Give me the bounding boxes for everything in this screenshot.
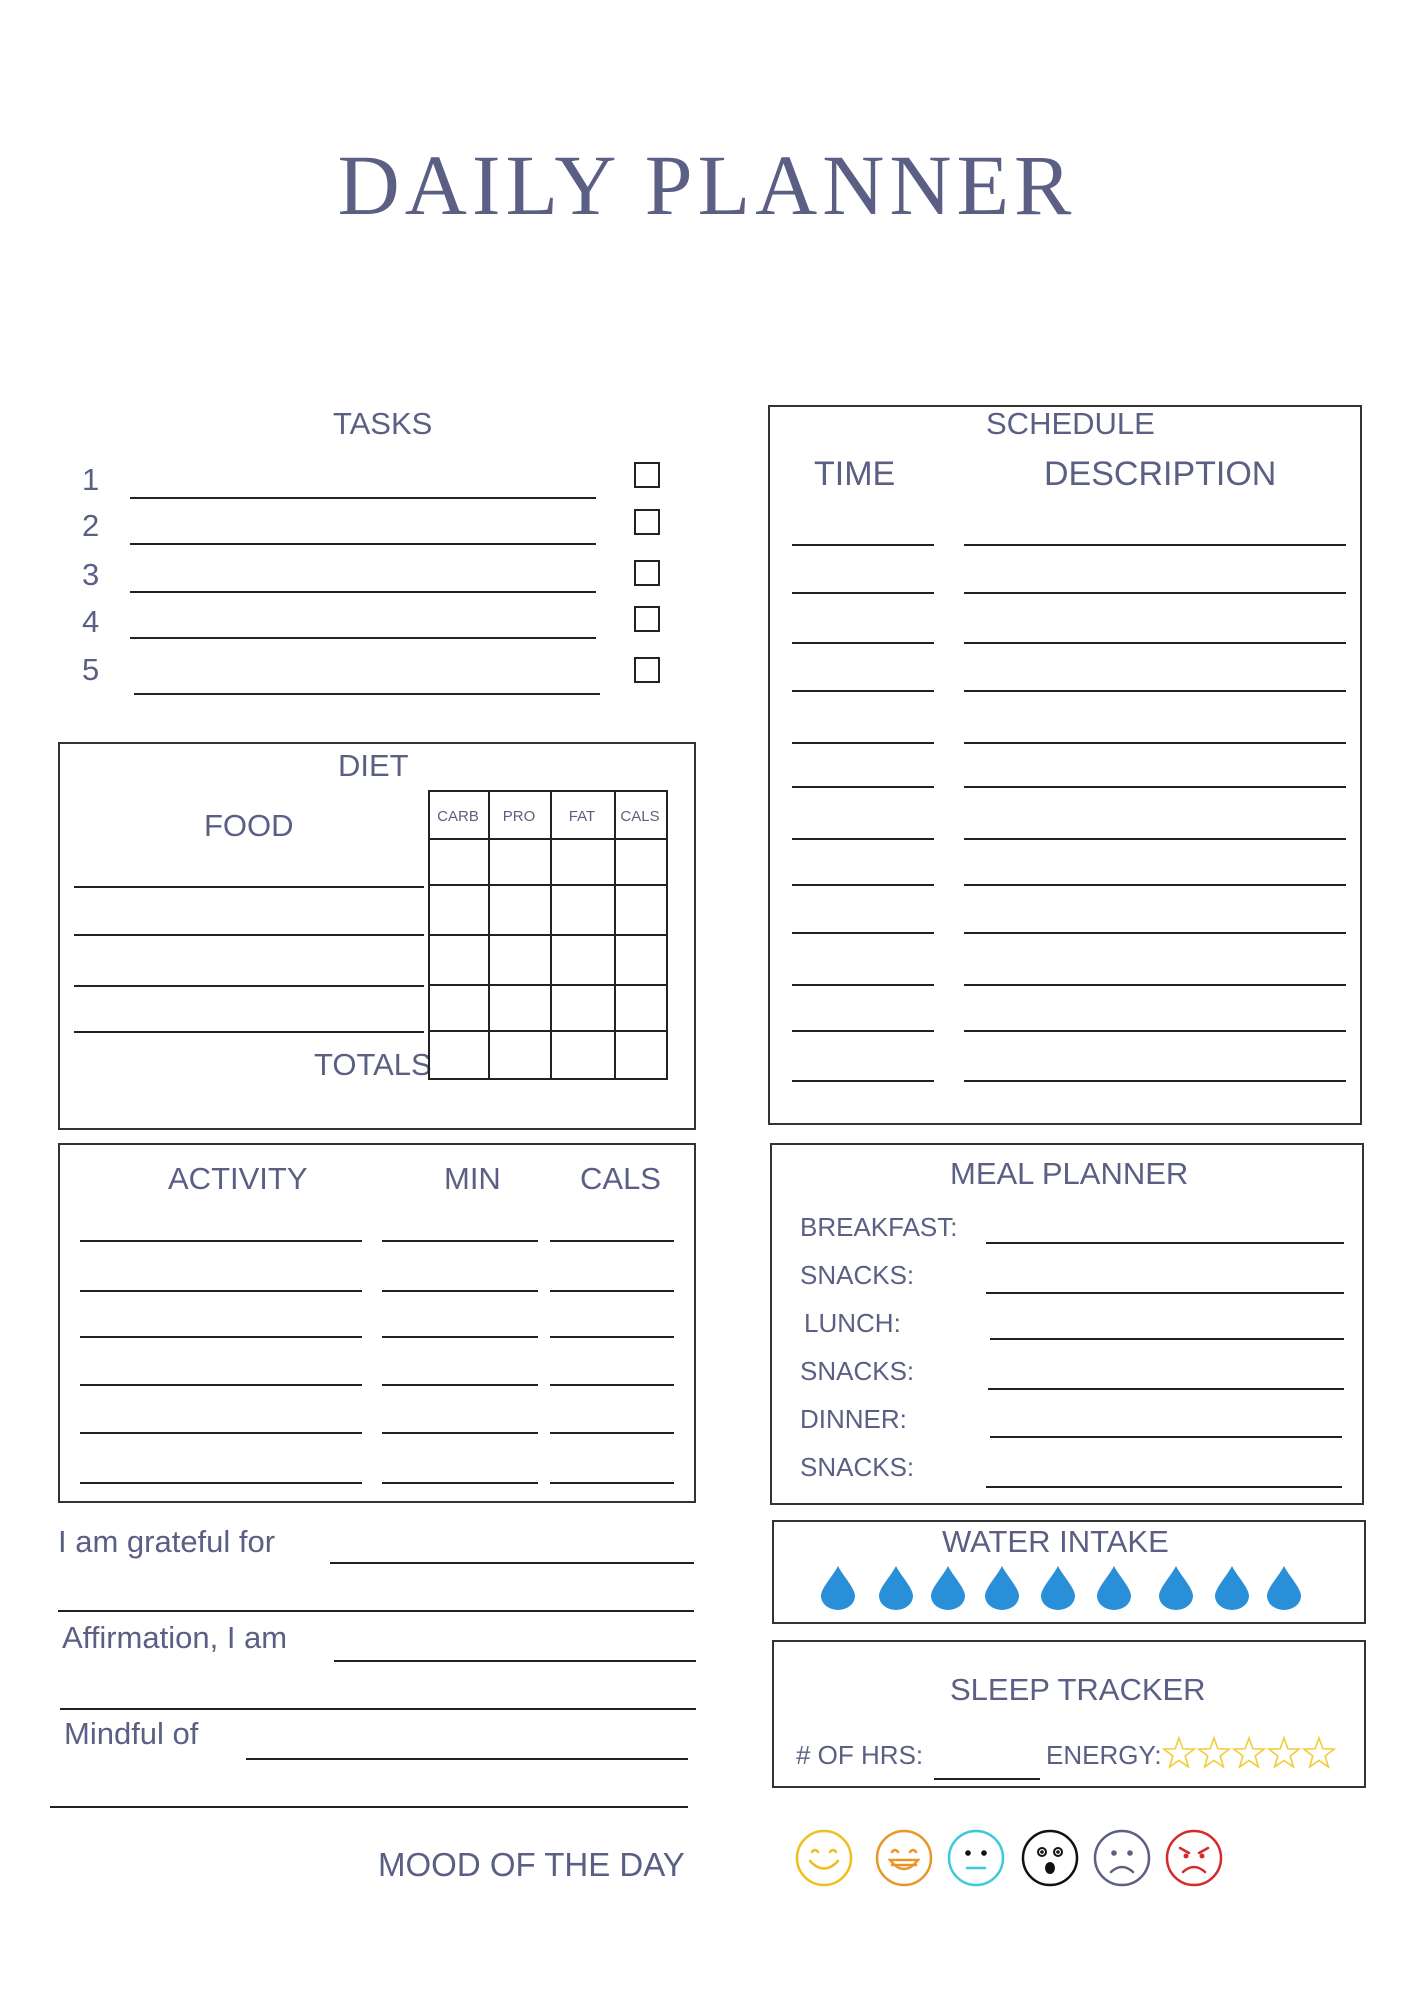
activity-line[interactable] — [80, 1336, 362, 1338]
schedule-time-line[interactable] — [792, 742, 934, 744]
schedule-time-line[interactable] — [792, 838, 934, 840]
schedule-time-label: TIME — [814, 455, 896, 493]
schedule-description-line[interactable] — [964, 544, 1346, 546]
water-drop-icon[interactable] — [985, 1566, 1019, 1610]
energy-star-icon[interactable] — [1267, 1736, 1301, 1770]
task-checkbox[interactable] — [634, 657, 660, 683]
activity-label: ACTIVITY — [168, 1161, 308, 1196]
meal-line[interactable] — [990, 1436, 1342, 1438]
task-number: 1 — [82, 462, 100, 497]
tasks-heading: TASKS — [333, 406, 433, 441]
sad-face-icon[interactable] — [1092, 1828, 1152, 1888]
sleep-hours-line[interactable] — [934, 1778, 1040, 1780]
task-number: 2 — [82, 508, 100, 543]
schedule-description-line[interactable] — [964, 932, 1346, 934]
task-line[interactable] — [130, 543, 596, 545]
grateful-line[interactable] — [330, 1562, 694, 1564]
activity-line[interactable] — [80, 1240, 362, 1242]
energy-star-icon[interactable] — [1302, 1736, 1336, 1770]
food-line[interactable] — [74, 985, 424, 987]
activity-min-line[interactable] — [382, 1482, 538, 1484]
activity-min-label: MIN — [444, 1161, 501, 1196]
meal-line[interactable] — [986, 1486, 1342, 1488]
grin-face-icon[interactable] — [874, 1828, 934, 1888]
meal-planner-heading: MEAL PLANNER — [950, 1156, 1189, 1191]
activity-min-line[interactable] — [382, 1432, 538, 1434]
task-number: 3 — [82, 557, 100, 592]
schedule-description-line[interactable] — [964, 592, 1346, 594]
activity-line[interactable] — [80, 1384, 362, 1386]
energy-star-icon[interactable] — [1197, 1736, 1231, 1770]
grid-header-fat: FAT — [568, 808, 596, 825]
water-drop-icon[interactable] — [879, 1566, 913, 1610]
task-checkbox[interactable] — [634, 606, 660, 632]
energy-star-icon[interactable] — [1162, 1736, 1196, 1770]
meal-lunch-label: LUNCH: — [804, 1308, 901, 1338]
task-checkbox[interactable] — [634, 560, 660, 586]
schedule-time-line[interactable] — [792, 544, 934, 546]
energy-star-icon[interactable] — [1232, 1736, 1266, 1770]
schedule-time-line[interactable] — [792, 592, 934, 594]
water-drop-icon[interactable] — [1215, 1566, 1249, 1610]
schedule-description-line[interactable] — [964, 884, 1346, 886]
task-line[interactable] — [130, 637, 596, 639]
meal-line[interactable] — [990, 1338, 1344, 1340]
water-drop-icon[interactable] — [1041, 1566, 1075, 1610]
schedule-time-line[interactable] — [792, 642, 934, 644]
diet-totals-label: TOTALS — [314, 1047, 432, 1082]
task-line[interactable] — [130, 591, 596, 593]
grateful-label: I am grateful for — [58, 1524, 276, 1559]
grid-header-cals: CALS — [620, 808, 660, 825]
mindful-line[interactable] — [50, 1806, 688, 1808]
mood-heading: MOOD OF THE DAY — [378, 1846, 685, 1883]
task-line[interactable] — [134, 693, 600, 695]
schedule-description-line[interactable] — [964, 642, 1346, 644]
activity-cals-line[interactable] — [550, 1240, 674, 1242]
sleep-hours-label: # OF HRS: — [796, 1740, 924, 1770]
schedule-description-line[interactable] — [964, 1080, 1346, 1082]
task-checkbox[interactable] — [634, 462, 660, 488]
food-line[interactable] — [74, 934, 424, 936]
schedule-description-line[interactable] — [964, 742, 1346, 744]
schedule-time-line[interactable] — [792, 932, 934, 934]
sleep-energy-label: ENERGY: — [1046, 1740, 1162, 1770]
schedule-description-line[interactable] — [964, 786, 1346, 788]
task-line[interactable] — [130, 497, 596, 499]
water-drop-icon[interactable] — [931, 1566, 965, 1610]
meal-dinner-label: DINNER: — [800, 1404, 907, 1434]
task-number: 4 — [82, 604, 100, 639]
water-drop-icon[interactable] — [1267, 1566, 1301, 1610]
activity-cals-line[interactable] — [550, 1384, 674, 1386]
grid-header-pro: PRO — [502, 808, 536, 825]
schedule-description-line[interactable] — [964, 984, 1346, 986]
diet-food-label: FOOD — [204, 808, 294, 843]
meal-snacks-label: SNACKS: — [800, 1452, 915, 1482]
mindful-label: Mindful of — [64, 1716, 199, 1751]
surprised-face-icon[interactable] — [1020, 1828, 1080, 1888]
mindful-line[interactable] — [246, 1758, 688, 1760]
activity-cals-line[interactable] — [550, 1336, 674, 1338]
page-title: DAILY PLANNER — [337, 137, 1077, 233]
schedule-description-line[interactable] — [964, 1030, 1346, 1032]
grid-header-carb: CARB — [437, 808, 479, 825]
affirmation-line[interactable] — [334, 1660, 696, 1662]
schedule-time-line[interactable] — [792, 786, 934, 788]
activity-cals-line[interactable] — [550, 1290, 674, 1292]
activity-min-line[interactable] — [382, 1336, 538, 1338]
task-checkbox[interactable] — [634, 509, 660, 535]
macro-grid — [428, 790, 668, 1080]
schedule-panel — [768, 405, 1362, 1125]
meal-line[interactable] — [988, 1388, 1344, 1390]
meal-snacks-label: SNACKS: — [800, 1260, 915, 1290]
activity-panel — [58, 1143, 696, 1503]
schedule-description-line[interactable] — [964, 838, 1346, 840]
meal-breakfast-label: BREAKFAST: — [800, 1212, 958, 1242]
neutral-face-icon[interactable] — [946, 1828, 1006, 1888]
schedule-time-line[interactable] — [792, 1030, 934, 1032]
meal-line[interactable] — [986, 1292, 1344, 1294]
affirmation-line[interactable] — [60, 1708, 696, 1710]
water-drop-icon[interactable] — [1159, 1566, 1193, 1610]
water-drop-icon[interactable] — [1097, 1566, 1131, 1610]
food-line[interactable] — [74, 1031, 424, 1033]
meal-line[interactable] — [986, 1242, 1344, 1244]
schedule-description-line[interactable] — [964, 690, 1346, 692]
schedule-time-line[interactable] — [792, 884, 934, 886]
water-drop-icon[interactable] — [821, 1566, 855, 1610]
schedule-time-line[interactable] — [792, 1080, 934, 1082]
smile-face-icon[interactable] — [794, 1828, 854, 1888]
activity-min-line[interactable] — [382, 1290, 538, 1292]
diet-heading: DIET — [338, 748, 409, 783]
activity-line[interactable] — [80, 1482, 362, 1484]
schedule-time-line[interactable] — [792, 690, 934, 692]
activity-min-line[interactable] — [382, 1240, 538, 1242]
activity-cals-line[interactable] — [550, 1432, 674, 1434]
activity-cals-label: CALS — [580, 1161, 661, 1196]
activity-cals-line[interactable] — [550, 1482, 674, 1484]
schedule-heading: SCHEDULE — [986, 406, 1155, 441]
angry-face-icon[interactable] — [1164, 1828, 1224, 1888]
meal-snacks-label: SNACKS: — [800, 1356, 915, 1386]
sleep-tracker-heading: SLEEP TRACKER — [950, 1672, 1206, 1707]
schedule-time-line[interactable] — [792, 984, 934, 986]
activity-line[interactable] — [80, 1432, 362, 1434]
activity-line[interactable] — [80, 1290, 362, 1292]
grateful-line[interactable] — [58, 1610, 694, 1612]
water-intake-heading: WATER INTAKE — [942, 1524, 1169, 1559]
activity-min-line[interactable] — [382, 1384, 538, 1386]
schedule-description-label: DESCRIPTION — [1044, 455, 1277, 493]
food-line[interactable] — [74, 886, 424, 888]
task-number: 5 — [82, 652, 100, 687]
affirmation-label: Affirmation, I am — [62, 1620, 288, 1655]
